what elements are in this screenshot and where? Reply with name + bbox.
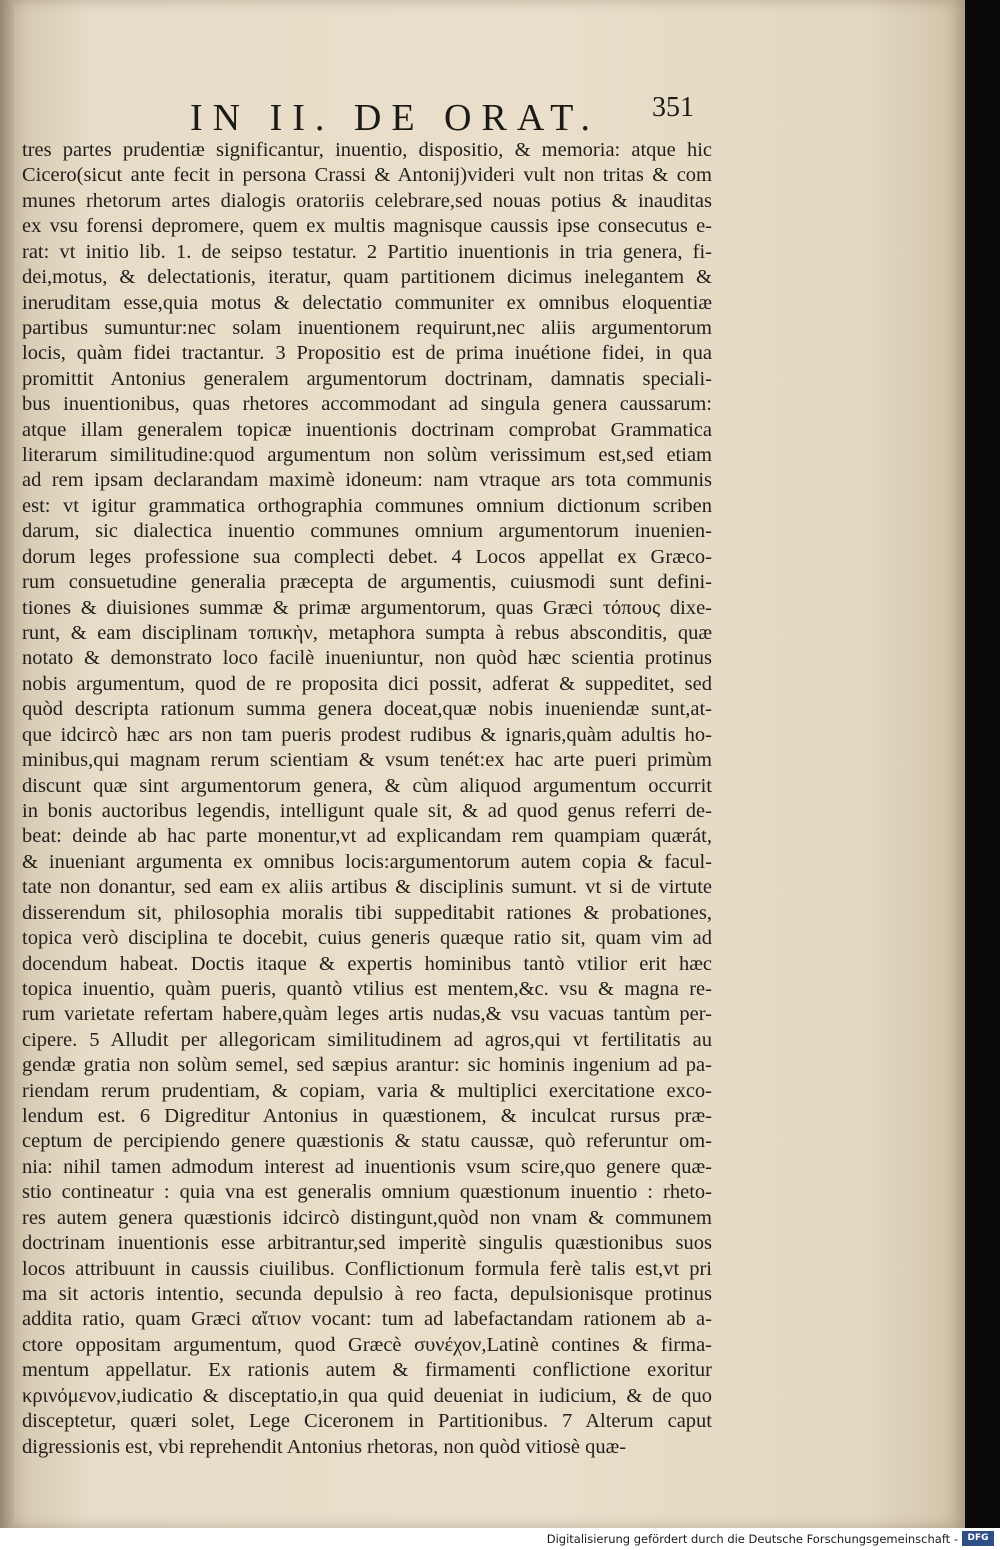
running-head: IN II. DE ORAT.: [190, 97, 600, 139]
text-line: rum varietate refertam habere,quàm leges artis nudas,& vsu vacuas tantùm per-: [22, 1003, 712, 1026]
text-line: gendæ gratia non solùm semel, sed sæpius arantur: sic hominis ingenium ad pa-: [22, 1054, 712, 1077]
dfg-logo: DFG: [962, 1531, 994, 1546]
text-line: disceptetur, quæri solet, Lege Ciceronem in Partitionibus. 7 Alterum caput: [22, 1410, 712, 1433]
text-line: ma sit actoris intentio, secunda depulsio à reo facta, depulsionisque protinus: [22, 1282, 712, 1305]
text-line: partibus sumuntur:nec solam inuentionem requirunt,nec aliis argumentorum: [22, 316, 712, 339]
text-line: dorum leges professione sua complecti debet. 4 Locos appellat ex Græco-: [22, 545, 712, 568]
text-line: munes rhetorum artes dialogis oratoriis celebrare,sed nouas potius & inauditas: [22, 189, 712, 212]
text-line: ex vsu forensi depromere, quem ex multis magnisque caussis ipse consecutus e-: [22, 215, 712, 238]
text-line: topica verò disciplina te docebit, cuius generis quæque ratio sit, quam vim ad: [22, 927, 712, 950]
text-line: ad rem ipsam declarandam maximè idoneum: nam vtraque ars tota communis: [22, 469, 712, 492]
text-line: atque illam generalem topicæ inuentionis doctrinam comprobat Grammatica: [22, 418, 712, 441]
text-line: digressionis est, vbi reprehendit Antonius rhetoras, non quòd vitiosè quæ-: [22, 1435, 627, 1458]
text-line: doctrinam inuentionis esse arbitrantur,sed imperitè singulis quæstionibus suos: [22, 1232, 712, 1255]
text-line: minibus,qui magnam rerum scientiam & vsum tenét:ex hac arte pueri primùm: [22, 749, 712, 772]
text-line: quòd descripta rationum summa genera doceat,quæ nobis inueniendæ sunt,at-: [22, 698, 712, 721]
text-line: beat: deinde ab hac parte monentur,vt ad explicandam rem quampiam quærát,: [22, 825, 712, 848]
text-line: tres partes prudentiæ significantur, inuentio, dispositio, & memoria: atque hic: [22, 139, 712, 161]
text-line: discunt quæ sint argumentorum genera, & cùm aliquod argumentum occurrit: [22, 774, 712, 797]
text-line: rum consuetudine generalia præcepta de argumentis, cuiusmodi sunt defini-: [22, 571, 712, 594]
text-line: promittit Antonius generalem argumentorum doctrinam, damnatis speciali-: [22, 367, 712, 390]
text-line: nia: nihil tamen admodum interest ad inuentionis vsum scire,quo genere quæ-: [22, 1155, 712, 1178]
text-line: stio contineatur : quia vna est generalis omnium quæstionum inuentio : rheto-: [22, 1181, 712, 1204]
text-line: & inueniant argumenta ex omnibus locis:argumentorum autem copia & facul-: [22, 850, 712, 873]
funding-credit: Digitalisierung gefördert durch die Deutsche Forschungsgemeinschaft -: [546, 1532, 958, 1546]
text-line: bus inuentionibus, quas rhetores accommodant ad singula genera caussarum:: [22, 393, 712, 416]
text-line: est: vt igitur grammatica orthographia communes omnium dictionum scriben: [22, 494, 712, 517]
page-gutter-edge: [0, 0, 14, 1528]
text-line: tate non donantur, sed eam ex aliis artibus & disciplinis sumunt. vt si de virtute: [22, 876, 712, 899]
text-line: ceptum de percipiendo genere quæstionis & statu caussæ, quò referuntur om-: [22, 1130, 712, 1153]
text-line: notato & demonstrato loco facilè inueniuntur, non quòd hæc scientia protinus: [22, 647, 712, 670]
text-line: ctore oppositam argumentum, quod Græcè συνέχον,Latinè contines & firma-: [22, 1333, 712, 1356]
text-line: dei,motus, & delectationis, iteratur, quam partitionem dicimus inelegantem &: [22, 266, 712, 289]
text-line: nobis argumentum, quod de re proposita dici possit, adferat & suppeditet, sed: [22, 672, 712, 695]
text-line: locos attribuunt in caussis ciuilibus. Conflictionum formula ferè talis est,vt pri: [22, 1257, 712, 1280]
text-line: runt, & eam disciplinam τοπικὴν, metaphora sumpta à rebus absconditis, quæ: [22, 622, 712, 645]
text-line: cipere. 5 Alludit per allegoricam similitudinem ad agros,qui vt fertilitatis au: [22, 1028, 712, 1051]
text-line: docendum habeat. Doctis itaque & expertis hominibus tantò vtilior erit hæc: [22, 952, 712, 975]
text-line: κρινόμενον,iudicatio & disceptatio,in qua quid deueniat in iudicium, & de quo: [22, 1384, 712, 1407]
text-line: addita ratio, quam Græci αἴτιον vocant: tum ad labefactandam rationem ab a-: [22, 1308, 712, 1331]
text-line: riendam rerum prudentiam, & copiam, varia & multiplici exercitatione exco-: [22, 1079, 712, 1102]
text-line: darum, sic dialectica inuentio communes omnium argumentorum inuenien-: [22, 520, 712, 543]
body-text: [22, 138, 712, 1460]
text-line: ineruditam esse,quia motus & delectatio communiter ex omnibus eloquentiæ: [22, 291, 712, 314]
text-line: topica inuentio, quàm pueris, quantò vtilius est mentem,&c. vsu & magna re-: [22, 977, 712, 1000]
text-line: rat: vt initio lib. 1. de seipso testatur. 2 Partitio inuentionis in tria genera, fi-: [22, 240, 712, 263]
footer-bar: [0, 1528, 1000, 1550]
text-line: tiones & diuisiones summæ & primæ argumentorum, quas Græci τόπους dixe-: [22, 596, 712, 619]
page-number: 351: [652, 92, 694, 123]
text-line: res autem genera quæstionis idcircò distingunt,quòd non vnam & communem: [22, 1206, 712, 1229]
text-line: mentum appellatur. Ex rationis autem & firmamenti conflictione exoritur: [22, 1359, 712, 1382]
text-line: in bonis auctoribus legendis, intelligunt quale sit, & ad quod genus referri de-: [22, 799, 712, 822]
text-line: locis, quàm fidei tractantur. 3 Propositio est de prima inuétione fidei, in qua: [22, 342, 712, 365]
text-line: disserendum sit, philosophia moralis tibi suppeditabit rationes & probationes,: [22, 901, 712, 924]
text-line: literarum similitudine:quod argumentum non solùm verissimum est,sed etiam: [22, 444, 712, 467]
text-line: lendum est. 6 Digreditur Antonius in quæstionem, & inculcat rursus præ-: [22, 1105, 712, 1128]
text-line: que idcircò hæc ars non tam pueris prodest rudibus & ignaris,quàm adultis ho-: [22, 723, 712, 746]
text-line: Cicero(sicut ante fecit in persona Crassi & Antonij)videri vult non tritas & com: [22, 164, 712, 187]
